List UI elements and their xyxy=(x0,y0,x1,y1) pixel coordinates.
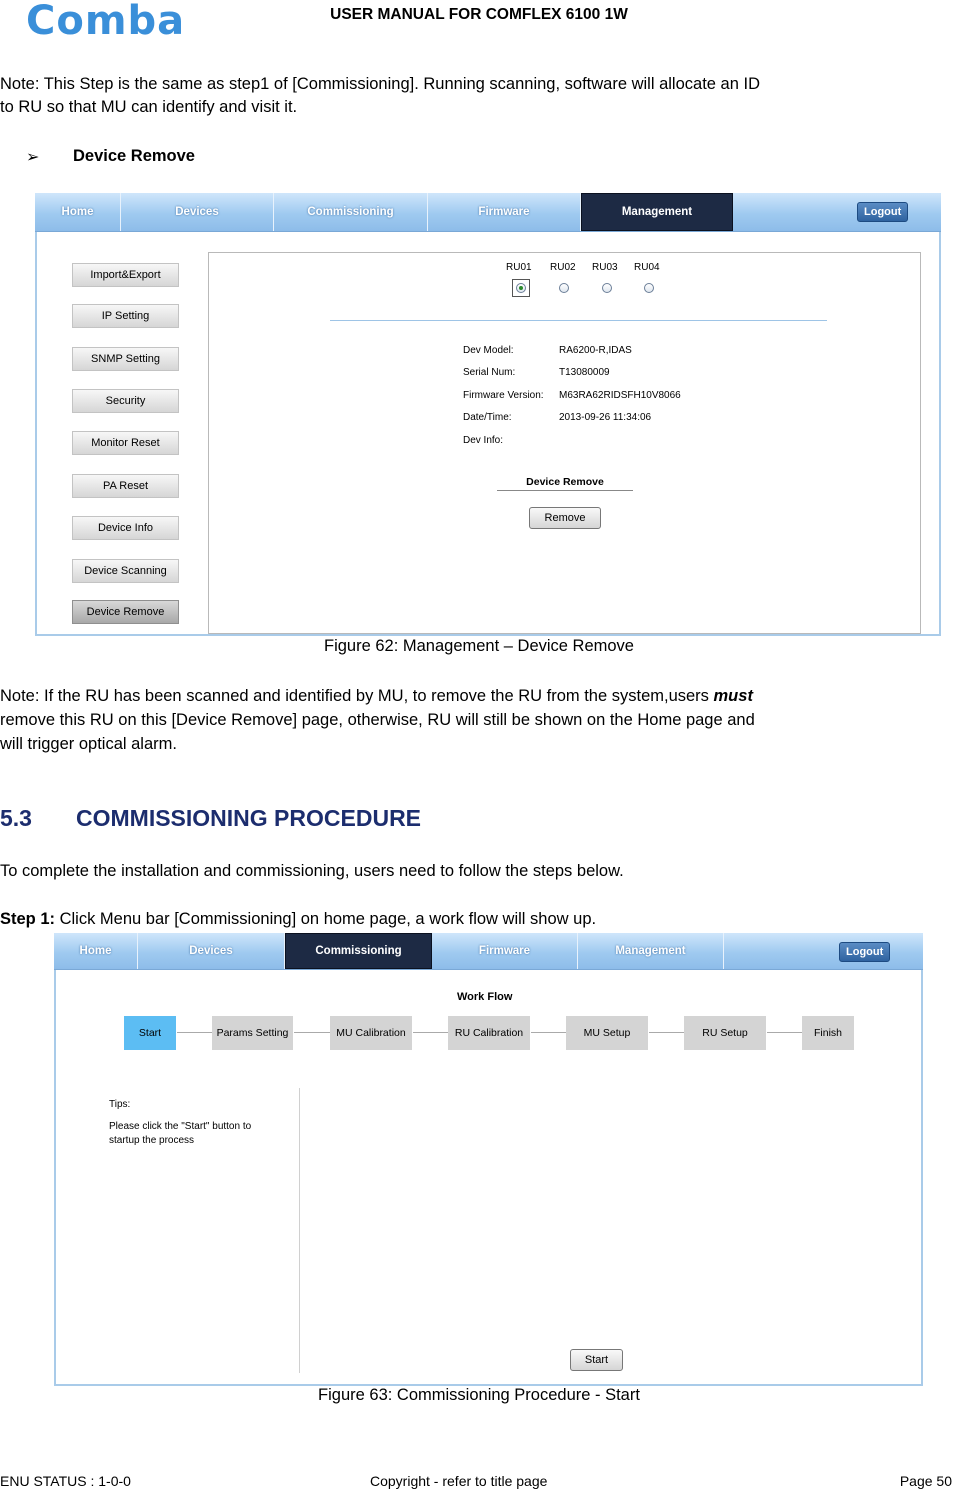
main-panel xyxy=(208,252,921,634)
menu-bar-2 xyxy=(54,933,923,970)
note2-line3: will trigger optical alarm. xyxy=(0,735,177,753)
footer-copyright: Copyright - refer to title page xyxy=(370,1473,548,1489)
figure-63-caption: Figure 63: Commissioning Procedure - Start xyxy=(318,1386,640,1404)
sidebar-device-scanning[interactable]: Device Scanning xyxy=(72,559,179,583)
workflow-step-params-setting[interactable]: Params Setting xyxy=(212,1016,293,1050)
info-label-date-time: Date/Time: xyxy=(463,412,512,423)
tips-text-line2: startup the process xyxy=(109,1135,195,1146)
tab-firmware[interactable]: Firmware xyxy=(428,193,581,231)
logout-button-2[interactable]: Logout xyxy=(839,942,890,962)
figure-63-screenshot xyxy=(54,933,923,1386)
workflow-step-mu-calibration[interactable]: MU Calibration xyxy=(330,1016,412,1050)
info-label-dev-model: Dev Model: xyxy=(463,345,514,356)
step1-text: Click Menu bar [Commissioning] on home page, a work flow will show up. xyxy=(55,910,597,928)
workflow-step-start[interactable]: Start xyxy=(124,1016,176,1050)
intro-note-line2: to RU so that MU can identify and visit it. xyxy=(0,98,298,116)
device-remove-section-title: Device Remove xyxy=(497,476,633,491)
figure-62-caption: Figure 62: Management – Device Remove xyxy=(324,637,634,655)
info-value-date-time: 2013-09-26 11:34:06 xyxy=(559,412,652,423)
workflow-arrow-2 xyxy=(294,1032,330,1033)
workflow-arrow-3 xyxy=(413,1032,448,1033)
workflow-arrow-5 xyxy=(649,1032,684,1033)
workflow-title: Work Flow xyxy=(457,991,513,1003)
workflow-step-mu-setup[interactable]: MU Setup xyxy=(566,1016,648,1050)
section-intro: To complete the installation and commissioning, users need to follow the steps below. xyxy=(0,862,624,880)
remove-button[interactable]: Remove xyxy=(529,507,601,529)
section-title: COMMISSIONING PROCEDURE xyxy=(76,805,422,831)
radio-ru01[interactable] xyxy=(516,283,526,293)
sidebar-snmp-setting[interactable]: SNMP Setting xyxy=(72,347,179,371)
info-label-firmware: Firmware Version: xyxy=(463,390,544,401)
tab-commissioning[interactable]: Commissioning xyxy=(274,193,428,231)
ru-label-ru01: RU01 xyxy=(506,262,532,273)
footer-status: ENU STATUS : 1-0-0 xyxy=(0,1473,131,1489)
info-label-serial-num: Serial Num: xyxy=(463,367,516,378)
sidebar-monitor-reset[interactable]: Monitor Reset xyxy=(72,431,179,455)
tab-management-2[interactable]: Management xyxy=(578,933,724,969)
sidebar-import-export[interactable]: Import&Export xyxy=(72,263,179,287)
tips-text-line1: Please click the "Start" button to xyxy=(109,1121,252,1132)
menu-bar xyxy=(35,193,941,232)
tab-devices-2[interactable]: Devices xyxy=(138,933,285,969)
info-value-firmware: M63RA62RIDSFH10V8066 xyxy=(559,390,681,401)
note2-line2: remove this RU on this [Device Remove] page, otherwise, RU will still be shown on the Home page and xyxy=(0,711,755,729)
bullet-arrow-icon: ➢ xyxy=(26,149,40,166)
logout-button[interactable]: Logout xyxy=(857,202,908,222)
sidebar-device-info[interactable]: Device Info xyxy=(72,516,179,540)
ru-label-ru02: RU02 xyxy=(550,262,576,273)
tab-firmware-2[interactable]: Firmware xyxy=(432,933,578,969)
sidebar-pa-reset[interactable]: PA Reset xyxy=(72,474,179,498)
workflow-step-ru-calibration[interactable]: RU Calibration xyxy=(448,1016,530,1050)
radio-ru04[interactable] xyxy=(644,283,654,293)
sidebar-ip-setting[interactable]: IP Setting xyxy=(72,304,179,328)
tab-commissioning-2[interactable]: Commissioning xyxy=(285,933,432,969)
info-value-dev-model: RA6200-R,IDAS xyxy=(559,345,632,356)
step1-line xyxy=(0,909,596,930)
section-heading xyxy=(0,805,421,832)
tips-title: Tips: xyxy=(109,1099,131,1110)
note2-line1-text: Note: If the RU has been scanned and identified by MU, to remove the RU from the system,users xyxy=(0,687,714,705)
tab-devices[interactable]: Devices xyxy=(121,193,274,231)
sidebar-device-remove[interactable]: Device Remove xyxy=(72,600,179,624)
divider-line xyxy=(330,320,827,321)
note2-emphasis: must xyxy=(713,687,753,705)
ru-label-ru03: RU03 xyxy=(592,262,618,273)
sidebar-security[interactable]: Security xyxy=(72,389,179,413)
figure-62-screenshot xyxy=(35,193,941,636)
radio-ru01-dot xyxy=(519,286,523,290)
ru-label-ru04: RU04 xyxy=(634,262,660,273)
step1-label: Step 1: xyxy=(0,910,56,928)
tab-home[interactable]: Home xyxy=(35,193,121,231)
info-label-dev-info: Dev Info: xyxy=(463,435,504,446)
info-value-serial-num: T13080009 xyxy=(559,367,610,378)
workflow-step-finish[interactable]: Finish xyxy=(802,1016,854,1050)
workflow-step-ru-setup[interactable]: RU Setup xyxy=(684,1016,766,1050)
intro-note-line1: Note: This Step is the same as step1 of [Commissioning]. Running scanning, software will allocate an ID xyxy=(0,75,760,93)
tab-home-2[interactable]: Home xyxy=(54,933,138,969)
radio-ru03[interactable] xyxy=(602,283,612,293)
radio-ru02[interactable] xyxy=(559,283,569,293)
bullet-heading: Device Remove xyxy=(73,147,195,165)
start-button[interactable]: Start xyxy=(570,1349,623,1371)
workflow-arrow-6 xyxy=(767,1032,802,1033)
tips-divider xyxy=(299,1088,300,1373)
note2-line1 xyxy=(0,686,753,707)
workflow-arrow-4 xyxy=(531,1032,566,1033)
tab-management[interactable]: Management xyxy=(581,193,733,231)
section-number: 5.3 xyxy=(0,805,32,831)
workflow-arrow-1 xyxy=(177,1032,212,1033)
svg-text:Comba: Comba xyxy=(26,0,186,40)
footer-page-number: Page 50 xyxy=(899,1473,952,1489)
document-title: USER MANUAL FOR COMFLEX 6100 1W xyxy=(330,6,628,23)
